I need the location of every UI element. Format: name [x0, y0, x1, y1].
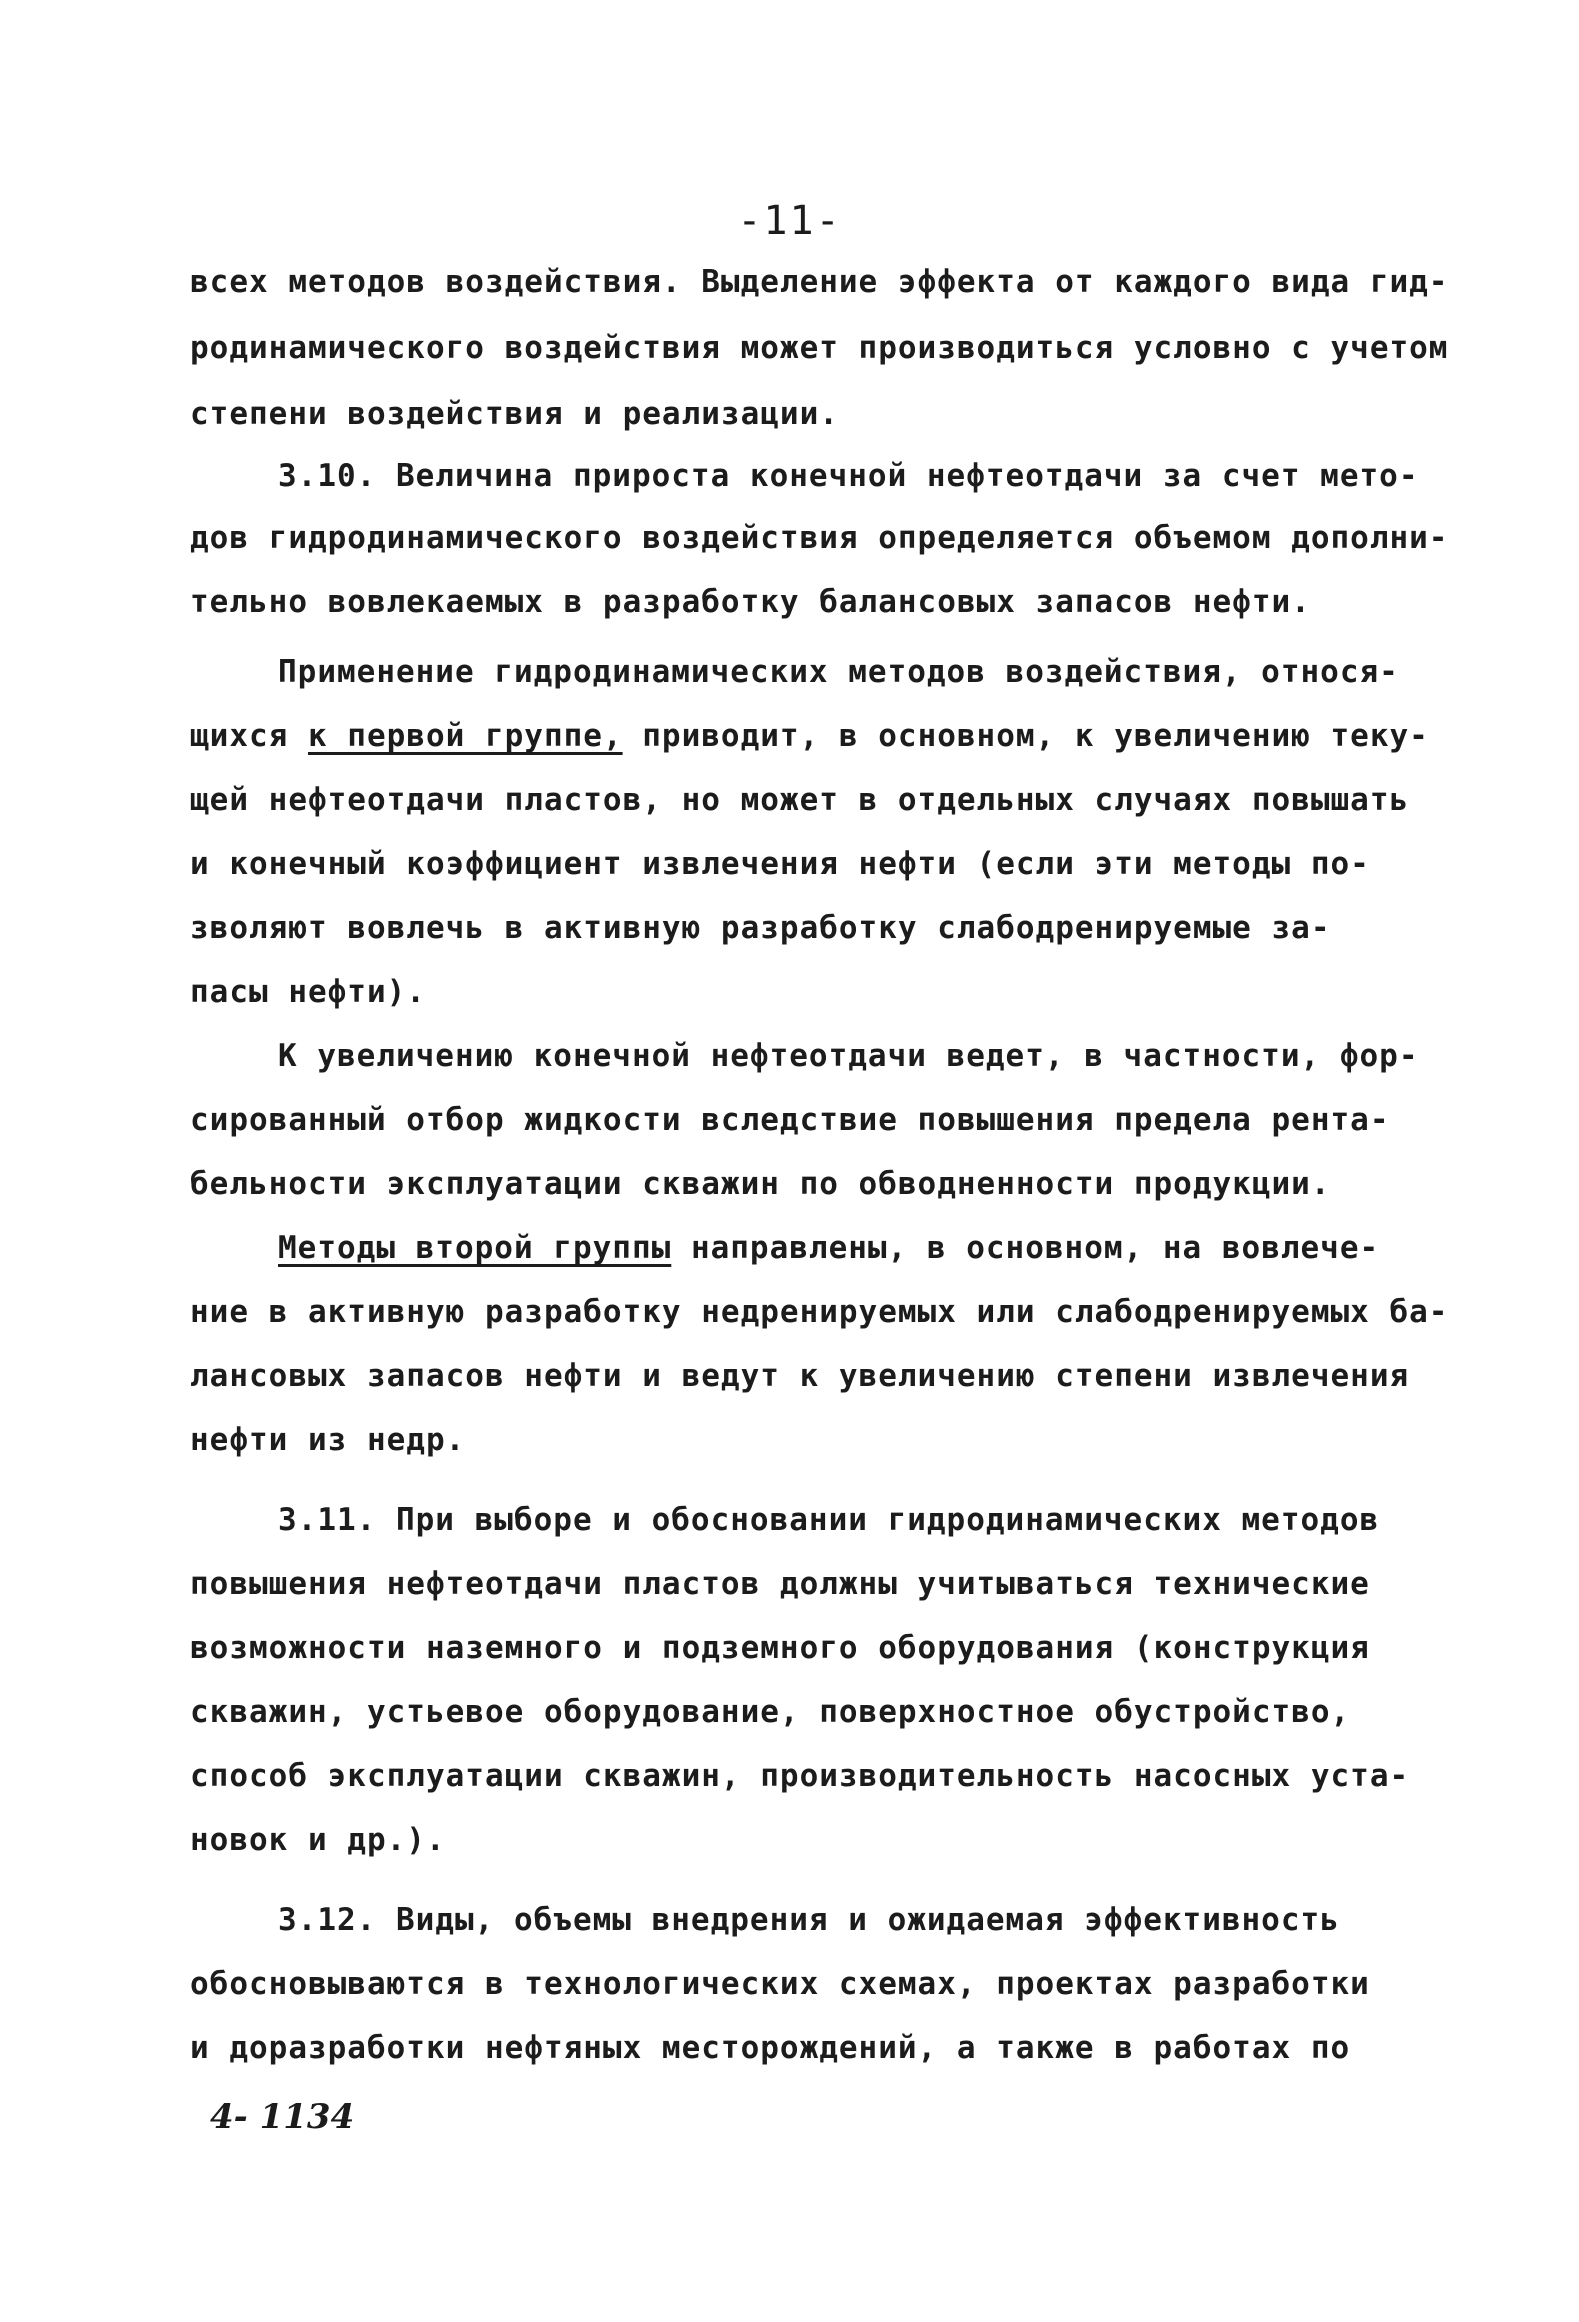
text-line: ние в активную разработку недренируемых или слабодренируемых ба-	[190, 1294, 1449, 1330]
text-line: бельности эксплуатации скважин по обводненности продукции.	[190, 1166, 1331, 1202]
handwritten-note: 4- 1134	[210, 2097, 355, 2137]
text-line: и доразработки нефтяных месторождений, а также в работах по	[190, 2030, 1351, 2066]
text-line: тельно вовлекаемых в разработку балансовых запасов нефти.	[190, 584, 1311, 620]
text-line: зволяют вовлечь в активную разработку слабодренируемые за-	[190, 910, 1331, 946]
text-line: дов гидродинамического воздействия определяется объемом дополни-	[190, 520, 1449, 556]
text-line: пасы нефти).	[190, 974, 426, 1010]
text-fragment: направлены, в основном, на вовлече-	[671, 1230, 1380, 1266]
text-fragment: щихся	[190, 718, 308, 754]
text-line: лансовых запасов нефти и ведут к увеличению степени извлечения	[190, 1358, 1410, 1394]
text-line: возможности наземного и подземного оборудования (конструкция	[190, 1630, 1370, 1666]
text-line: всех методов воздействия. Выделение эффекта от каждого вида гид-	[190, 264, 1449, 300]
text-line: К увеличению конечной нефтеотдачи ведет, в частности, фор-	[278, 1038, 1419, 1074]
text-line: Применение гидродинамических методов воздействия, относя-	[278, 654, 1399, 690]
text-line: щей нефтеотдачи пластов, но может в отдельных случаях повышать	[190, 782, 1410, 818]
page-number: -11-	[737, 198, 842, 244]
underlined-phrase-second-group: Методы второй группы	[278, 1230, 672, 1266]
text-line	[278, 1226, 1379, 1270]
text-line: 3.10. Величина прироста конечной нефтеотдачи за счет мето-	[278, 458, 1419, 494]
text-line	[190, 714, 1429, 758]
text-fragment: приводит, в основном, к увеличению теку-	[622, 718, 1429, 754]
text-line: повышения нефтеотдачи пластов должны учитываться технические	[190, 1566, 1370, 1602]
text-line: степени воздействия и реализации.	[190, 396, 839, 432]
text-line: новок и др.).	[190, 1822, 446, 1858]
text-line: обосновываются в технологических схемах, проектах разработки	[190, 1966, 1370, 2002]
text-line: сированный отбор жидкости вследствие повышения предела рента-	[190, 1102, 1390, 1138]
underlined-phrase-first-group: к первой группе,	[307, 718, 623, 754]
text-line: родинамического воздействия может производиться условно с учетом	[190, 330, 1449, 366]
text-line: нефти из недр.	[190, 1422, 466, 1458]
text-line: скважин, устьевое оборудование, поверхностное обустройство,	[190, 1694, 1351, 1730]
text-line: 3.12. Виды, объемы внедрения и ожидаемая эффективность	[278, 1902, 1340, 1938]
text-line: способ эксплуатации скважин, производительность насосных уста-	[190, 1758, 1410, 1794]
text-line: и конечный коэффициент извлечения нефти (если эти методы по-	[190, 846, 1370, 882]
text-line: 3.11. При выборе и обосновании гидродинамических методов	[278, 1502, 1380, 1538]
